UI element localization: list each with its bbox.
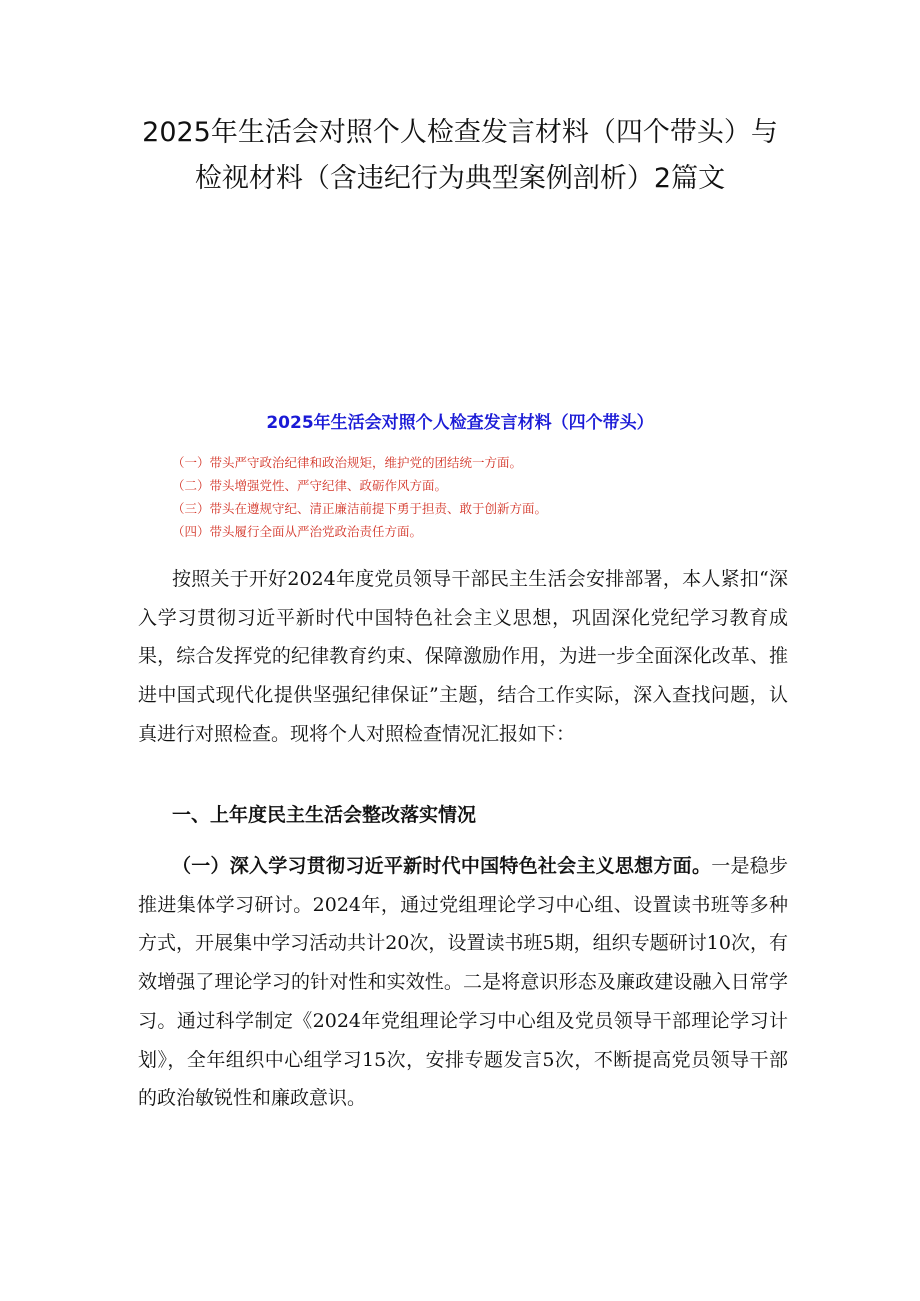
topic-item: （二）带头增强党性、严守纪律、政砺作风方面。: [172, 478, 448, 493]
document-title-line-2: 检视材料（含违纪行为典型案例剖析）2篇文: [194, 163, 726, 194]
intro-paragraph: 按照关于开好2024年度党员领导干部民主生活会安排部署，本人紧扣“深入学习贯彻习近平新时代中国特色社会主义思想，巩固深化党纪学习教育成果，综合发挥党的纪律教育约束、保障激励作用，为进一步全面深化改革、推进中国式现代化提供坚强纪律保证”主题，结合工作实际，深入查找问题，认真进行对照检查。现将个人对照检查情况汇报如下：: [138, 568, 788, 745]
topic-item: （一）带头严守政治纪律和政治规矩，维护党的团结统一方面。: [172, 455, 523, 470]
topic-list: [172, 451, 872, 543]
paragraph-lead: （一）深入学习贯彻习近平新时代中国特色社会主义思想方面。: [172, 855, 712, 877]
topic-item: （三）带头在遵规守纪、清正廉洁前提下勇于担责、敢于创新方面。: [172, 501, 548, 516]
section-heading: 2025年生活会对照个人检查发言材料（四个带头）: [266, 413, 654, 433]
document-title: [60, 110, 860, 202]
heading-level-1: 一、上年度民主生活会整改落实情况: [172, 804, 477, 826]
topic-item: （四）带头履行全面从严治党政治责任方面。: [172, 524, 423, 539]
paragraph-text: 一是稳步推进集体学习研讨。2024年，通过党组理论学习中心组、设置读书班等多种方式，开展集中学习活动共计20次，设置读书班5期，组织专题研讨10次，有效增强了理论学习的针对性和实效性。二是将意识形态及廉政建设融入日常学习。通过科学制定《2024年党组理论学习中心组及党员领导干部理论学习计划》，全年组织中心组学习15次，安排专题发言5次，不断提高党员领导干部的政治敏锐性和廉政意识。: [138, 855, 788, 1110]
document-title-line-1: 2025年生活会对照个人检查发言材料（四个带头）与: [142, 117, 778, 148]
body-paragraph: [138, 847, 788, 1118]
